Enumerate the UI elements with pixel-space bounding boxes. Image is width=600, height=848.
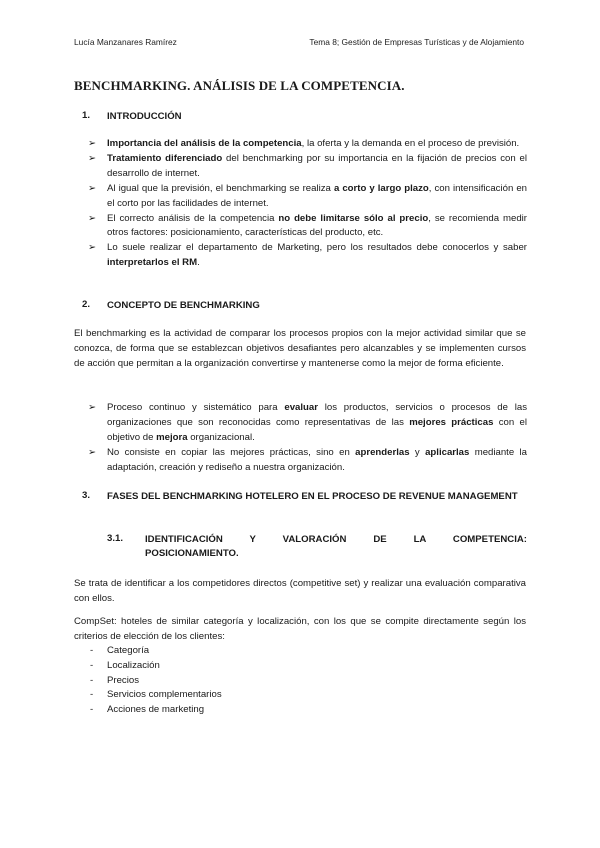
- section-title: INTRODUCCIÓN: [107, 111, 182, 122]
- list-item: ➢ Al igual que la previsión, el benchmarking se realiza a corto y largo plazo, con intensificación en el corto por las facilidades de internet.: [88, 182, 528, 209]
- concept-bullet-list: [0, 401, 600, 476]
- list-item: - Acciones de marketing: [0, 703, 222, 718]
- subsection-title: IDENTIFICACIÓN Y VALORACIÓN DE LA COMPETENCIA: POSICIONAMIENTO.: [145, 534, 527, 559]
- section-number: 1.: [82, 110, 91, 121]
- dash-bullet: -: [90, 689, 94, 701]
- arrow-bullet-icon: ➢: [88, 242, 97, 254]
- section-number: 2.: [82, 299, 91, 310]
- arrow-bullet-icon: ➢: [88, 182, 97, 194]
- criteria-list: [0, 644, 222, 718]
- subsection-number: 3.1.: [107, 533, 124, 544]
- list-item: ➢ Lo suele realizar el departamento de Marketing, pero los resultados debe conocerlos y saber interpretarlos el RM.: [88, 242, 527, 269]
- arrow-bullet-icon: ➢: [88, 138, 97, 149]
- dash-bullet: -: [90, 659, 94, 671]
- list-item: ➢ Proceso continuo y sistemático para evaluar los productos, servicios o procesos de las organizaciones que son reconocidas como representativas de las mejores prácticas con el objetivo de mejora organizacional.: [88, 402, 528, 443]
- arrow-bullet-icon: ➢: [88, 402, 97, 413]
- list-item: - Precios: [0, 674, 222, 689]
- document-title: BENCHMARKING. ANÁLISIS DE LA COMPETENCIA.: [74, 78, 405, 93]
- header-author: Lucía Manzanares Ramírez: [74, 37, 177, 47]
- list-item: - Servicios complementarios: [0, 688, 222, 703]
- dash-bullet: -: [90, 674, 94, 686]
- list-item: - Categoría: [0, 644, 222, 659]
- section-title: CONCEPTO DE BENCHMARKING: [107, 300, 260, 311]
- list-item: ➢ Tratamiento diferenciado del benchmarking por su importancia en la fijación de precios con el desarrollo de internet.: [88, 152, 527, 179]
- section-number: 3.: [82, 490, 91, 501]
- section-title: FASES DEL BENCHMARKING HOTELERO EN EL PROCESO DE REVENUE MANAGEMENT: [107, 491, 518, 502]
- dash-bullet: -: [90, 704, 94, 716]
- list-item: - Localización: [0, 659, 222, 674]
- header-subject: Tema 8; Gestión de Empresas Turísticas y de Alojamiento: [309, 37, 524, 47]
- phase-paragraph-1: Se trata de identificar a los competidores directos (competitive set) y realizar una evaluación comparativa con ellos.: [74, 578, 526, 604]
- intro-bullet-list: [0, 137, 600, 271]
- list-item: ➢ No consiste en copiar las mejores prácticas, sino en aprenderlas y aplicarlas mediante la adaptación, creación y rediseño a nuestra organización.: [88, 446, 527, 473]
- dash-bullet: -: [90, 645, 94, 656]
- arrow-bullet-icon: ➢: [88, 446, 97, 458]
- list-item: ➢ Importancia del análisis de la competencia, la oferta y la demanda en el proceso de previsión.: [0, 137, 527, 152]
- arrow-bullet-icon: ➢: [88, 152, 97, 164]
- list-item: ➢ El correcto análisis de la competencia no debe limitarse sólo al precio, se recomienda medir otros factores: posicionamiento, características del producto, etc.: [88, 212, 527, 239]
- arrow-bullet-icon: ➢: [88, 212, 97, 224]
- concept-paragraph: El benchmarking es la actividad de comparar los procesos propios con la mejor actividad similar que se conozca, de forma que se establezcan objetivos desafiantes pero alcanzables y se implementen cursos de acción que permitan a la organización convertirse y mantenerse como la mejor de forma eficiente.: [74, 328, 526, 369]
- phase-paragraph-2: CompSet: hoteles de similar categoría y localización, con los que se compite directamente según los criterios de elección de los clientes:: [74, 616, 526, 642]
